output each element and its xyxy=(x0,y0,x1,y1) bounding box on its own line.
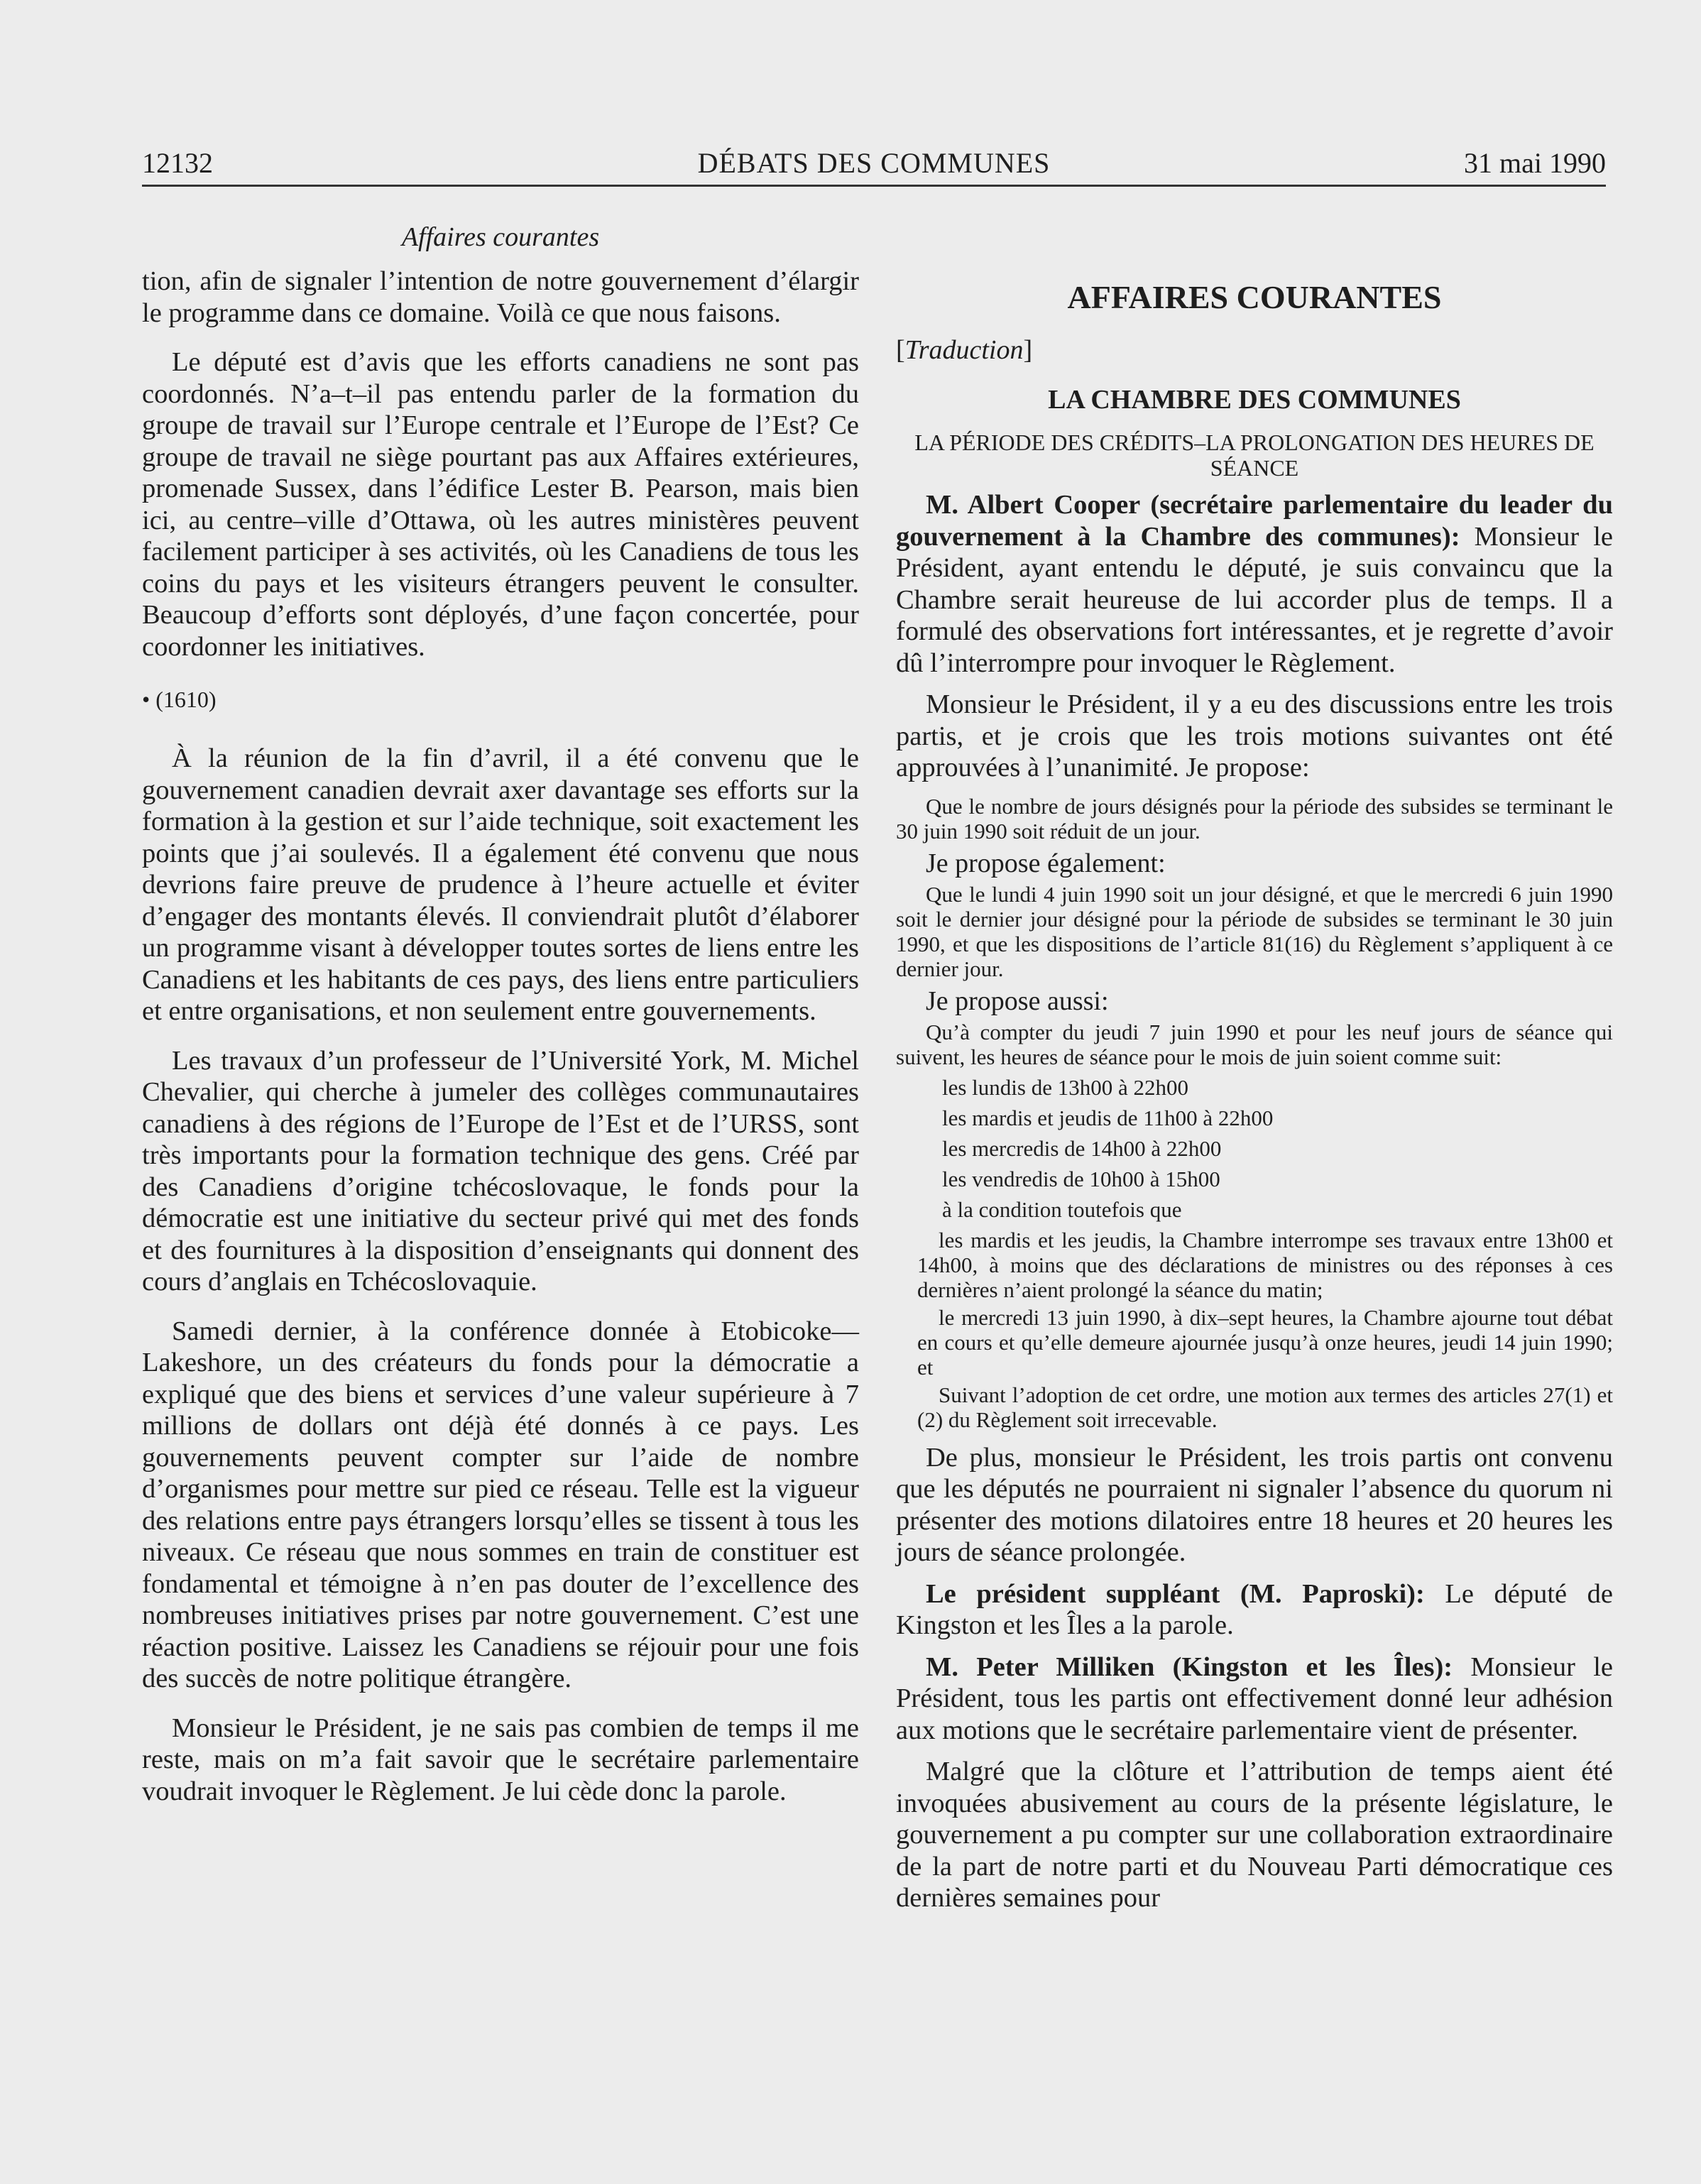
bracket-open: [ xyxy=(896,335,905,365)
schedule-item: à la condition toutefois que xyxy=(942,1196,1182,1222)
schedule-item: les vendredis de 10h00 à 15h00 xyxy=(942,1166,1220,1191)
subheading: LA PÉRIODE DES CRÉDITS–LA PROLONGATION DES HEURES DE SÉANCE xyxy=(914,430,1595,481)
schedule-item: les lundis de 13h00 à 22h00 xyxy=(942,1074,1188,1100)
speaker-name: M. Albert Cooper (secrétaire parlementaire du leader du gouvernement à la Chambre des communes): xyxy=(896,490,1613,552)
time-marker: • (1610) xyxy=(142,687,217,712)
page-header xyxy=(142,143,1606,187)
paragraph: Les travaux d’un professeur de l’Université York, M. Michel Chevalier, qui cherche à jumeler des collèges communautaires canadiens à des régions de l’Europe de l’Est et de l’URSS, sont très importants pour la formation technique des gens. Créé par des Canadiens d’origine tchécoslovaque, le fonds pour la démocratie est une initiative du secteur privé qui met des fonds et des fournitures à la disposition d’enseignants qui donnent des cours d’anglais en Tchécoslovaquie. xyxy=(142,1045,859,1296)
bracket-close: ] xyxy=(1023,335,1033,365)
speech-milliken xyxy=(896,1651,1613,1747)
paragraph: De plus, monsieur le Président, les trois partis ont convenu que les députés ne pourraient ni signaler l’absence du quorum ni présenter des motions dilatoires entre 18 heures et 20 heures les jours de séance prolongée. xyxy=(896,1442,1613,1567)
motion: Que le nombre de jours désignés pour la période des subsides se terminant le 30 juin 1990 soit réduit de un jour. xyxy=(896,793,1613,843)
speaker-name: M. Peter Milliken (Kingston et les Îles): xyxy=(926,1651,1453,1682)
paragraph: À la réunion de la fin d’avril, il a été convenu que le gouvernement canadien devrait axer davantage ses efforts sur la formation à la gestion et sur l’aide technique, soit exactement les points que j’ai soulevés. Il a également été convenu que nous devrions faire preuve de prudence à l’heure actuelle et éviter d’engager des montants élevés. Il conviendrait plutôt d’élaborer un programme visant à développer toutes sortes de liens entre les Canadiens et les habitants de ces pays, des liens entre particuliers et entre organisations, et non seulement entre gouvernements. xyxy=(142,743,859,1026)
page-number: 12132 xyxy=(142,147,213,179)
condition: le mercredi 13 juin 1990, à dix–sept heures, la Chambre ajourne tout débat en cours et qu’elle demeure ajournée jusqu’à onze heures, jeudi 14 juin 1990; et xyxy=(917,1304,1613,1380)
paragraph: tion, afin de signaler l’intention de notre gouvernement d’élargir le programme dans ce domaine. Voilà ce que nous faisons. xyxy=(142,266,859,328)
publication-title: DÉBATS DES COMMUNES xyxy=(697,147,1051,179)
schedule-item: les mardis et jeudis de 11h00 à 22h00 xyxy=(942,1105,1274,1130)
right-column xyxy=(896,222,1613,1914)
heading: LA CHAMBRE DES COMMUNES xyxy=(1048,385,1461,415)
paragraph: Monsieur le Président, je ne sais pas combien de temps il me reste, mais on m’a fait savoir que le secrétaire parlementaire voudrait invoquer le Règlement. Je lui cède donc la parole. xyxy=(142,1713,859,1806)
section-title: AFFAIRES COURANTES xyxy=(1067,279,1442,315)
running-head: Affaires courantes xyxy=(401,222,600,252)
schedule-item: les mercredis de 14h00 à 22h00 xyxy=(942,1135,1222,1161)
speech-text: Le député de Kingston et les Îles a la parole. xyxy=(896,1578,1613,1640)
speech-text: Monsieur le Président, tous les partis ont effectivement donné leur adhésion aux motions que le secrétaire parlementaire vient de présenter. xyxy=(896,1651,1614,1745)
speaker-name: Le président suppléant (M. Paproski): xyxy=(926,1578,1425,1609)
publication-date: 31 mai 1990 xyxy=(1464,147,1606,179)
paragraph: Le député est d’avis que les efforts canadiens ne sont pas coordonnés. N’a–t–il pas entendu parler de la formation du groupe de travail sur l’Europe centrale et l’Europe de l’Est? Ce groupe de travail ne siège pourtant pas aux Affaires extérieures, promenade Sussex, dans l’édifice Lester B. Pearson, mais bien ici, au centre–ville d’Ottawa, où les autres ministères peuvent facilement participer à ses activités, où les Canadiens de tous les coins du pays et les visiteurs étrangers peuvent le consulter. Beaucoup d’efforts sont déployés, d’une façon concertée, pour coordonner les initiatives. xyxy=(142,347,859,662)
paragraph: Malgré que la clôture et l’attribution de temps aient été invoquées abusivement au cours de la présente législature, le gouvernement a pu compter sur une collaboration extraordinaire de la part de notre parti et du Nouveau Parti démocratique ces dernières semaines pour xyxy=(896,1757,1613,1913)
speech-cooper xyxy=(896,489,1613,679)
translation-note xyxy=(896,334,1613,366)
left-column xyxy=(142,222,859,1807)
paragraph: Samedi dernier, à la conférence donnée à Etobicoke—Lakeshore, un des créateurs du fonds pour la démocratie a expliqué que des biens et services d’une valeur supérieure à 7 millions de dollars ont déjà été donnés à ce pays. Les gouvernements peuvent compter sur l’aide de nombre d’organismes pour mettre sur pied ce réseau. Telle est la vigueur des relations entre pays étrangers lorsqu’elles se tissent à tous les niveaux. Ce réseau que nous sommes en train de constituer est fondamental et témoigne à n’en pas douter de l’excellence des nombreuses initiatives prises par notre gouvernement. C’est une réaction positive. Laissez les Canadiens se réjouir pour une fois des succès de notre politique étrangère. xyxy=(142,1316,859,1693)
motion: Que le lundi 4 juin 1990 soit un jour désigné, et que le mercredi 6 juin 1990 soit le dernier jour désigné pour la période de subsides se terminant le 30 juin 1990, et que les dispositions de l’article 81(16) du Règlement s’appliquent à ce dernier jour. xyxy=(896,881,1613,981)
speech-paproski xyxy=(896,1578,1613,1642)
paragraph: Monsieur le Président, il y a eu des discussions entre les trois partis, et je crois que les trois motions suivantes ont été approuvées à l’unanimité. Je propose: xyxy=(896,689,1613,782)
speech-text: Monsieur le Président, ayant entendu le député, je suis convaincu que la Chambre serait heureuse de lui accorder plus de temps. Il a formulé des observations fort intéressantes, et je regrette d’avoir dû l’interrompre pour invoquer le Règlement. xyxy=(896,521,1614,678)
propose-line: Je propose également: xyxy=(926,848,1166,878)
propose-line: Je propose aussi: xyxy=(926,985,1109,1016)
condition: les mardis et les jeudis, la Chambre interrompe ses travaux entre 13h00 et 14h00, à moins que des déclarations de ministres ou des réponses à ces dernières n’aient prolongé la séance du matin; xyxy=(917,1227,1613,1302)
motion: Qu’à compter du jeudi 7 juin 1990 et pour les neuf jours de séance qui suivent, les heures de séance pour le mois de juin soient comme suit: xyxy=(896,1019,1613,1069)
translation-label: Traduction xyxy=(904,335,1024,365)
condition: Suivant l’adoption de cet ordre, une motion aux termes des articles 27(1) et (2) du Règlement soit irrecevable. xyxy=(917,1382,1613,1432)
